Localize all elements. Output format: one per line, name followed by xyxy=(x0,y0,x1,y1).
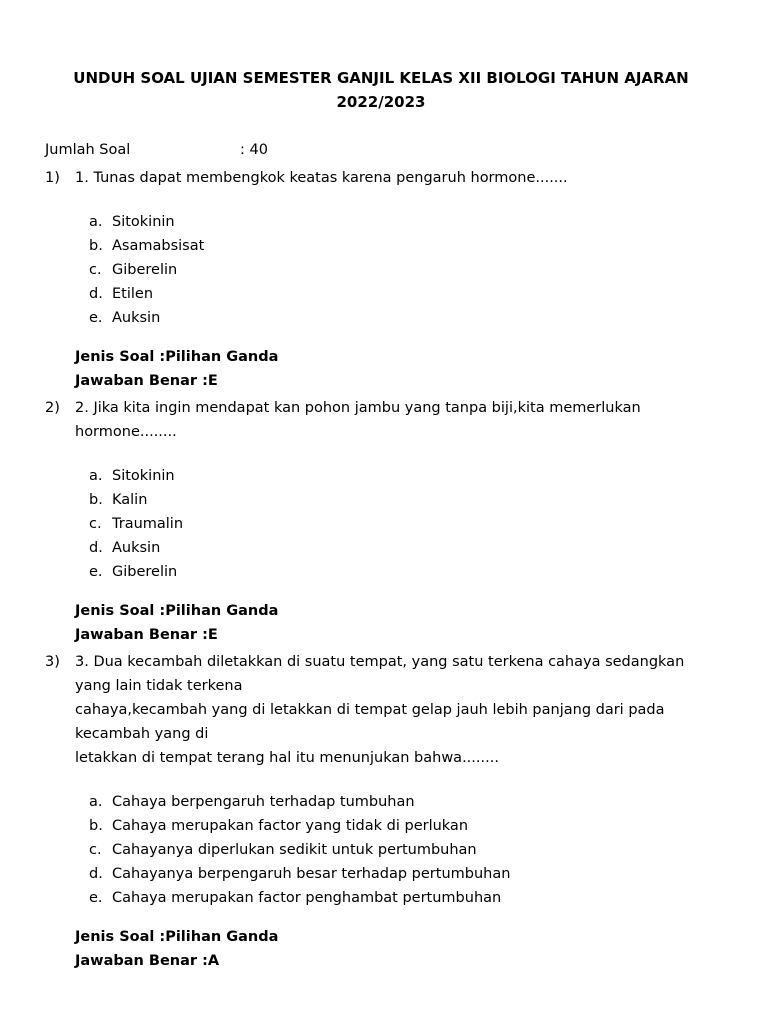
option-a xyxy=(45,464,725,488)
option-text: Cahayanya diperlukan sedikit untuk pertumbuhan xyxy=(112,842,477,858)
question-type: Jenis Soal :Pilihan Ganda xyxy=(75,603,279,619)
option-letter: c. xyxy=(89,842,102,858)
option-text: Giberelin xyxy=(112,564,178,580)
option-letter: e. xyxy=(89,890,103,906)
question-type: Jenis Soal :Pilihan Ganda xyxy=(75,929,279,945)
question-number: 1) xyxy=(45,170,60,186)
option-letter: b. xyxy=(89,238,103,254)
option-text: Sitokinin xyxy=(112,468,175,484)
option-e xyxy=(45,886,725,910)
option-d xyxy=(45,862,725,886)
answer-options xyxy=(45,790,725,910)
question-text-line: 3. Dua kecambah diletakkan di suatu tempat, yang satu terkena cahaya sedangkan xyxy=(75,654,685,670)
correct-answer: Jawaban Benar :A xyxy=(75,953,220,969)
option-a xyxy=(45,790,725,814)
question-text xyxy=(75,396,725,444)
question-text-line: cahaya,kecambah yang di letakkan di tempat gelap jauh lebih panjang dari pada xyxy=(75,702,665,718)
option-letter: e. xyxy=(89,564,103,580)
option-text: Sitokinin xyxy=(112,214,175,230)
option-letter: d. xyxy=(89,866,103,882)
question-text-line: letakkan di tempat terang hal itu menunjukan bahwa........ xyxy=(75,750,499,766)
question-count xyxy=(45,138,268,162)
answer-options xyxy=(45,464,725,584)
question-info xyxy=(75,345,725,393)
option-letter: b. xyxy=(89,492,103,508)
option-e xyxy=(45,560,725,584)
question-text xyxy=(75,650,725,770)
page-title xyxy=(60,66,702,114)
question-text-line: 1. Tunas dapat membengkok keatas karena pengaruh hormone....... xyxy=(75,170,568,186)
question-number: 2) xyxy=(45,400,60,416)
question-number: 3) xyxy=(45,654,60,670)
question-info xyxy=(75,599,725,647)
option-text: Auksin xyxy=(112,540,161,556)
option-b xyxy=(45,814,725,838)
question-type: Jenis Soal :Pilihan Ganda xyxy=(75,349,279,365)
option-letter: a. xyxy=(89,214,103,230)
option-text: Giberelin xyxy=(112,262,178,278)
option-d xyxy=(45,536,725,560)
option-d xyxy=(45,282,725,306)
question-1 xyxy=(45,166,725,393)
option-letter: d. xyxy=(89,286,103,302)
option-letter: c. xyxy=(89,262,102,278)
option-text: Cahayanya berpengaruh besar terhadap pertumbuhan xyxy=(112,866,511,882)
option-a xyxy=(45,210,725,234)
title-line-2: 2022/2023 xyxy=(336,93,426,111)
answer-options xyxy=(45,210,725,330)
option-letter: a. xyxy=(89,468,103,484)
option-text: Cahaya berpengaruh terhadap tumbuhan xyxy=(112,794,415,810)
option-b xyxy=(45,234,725,258)
question-text-line: 2. Jika kita ingin mendapat kan pohon jambu yang tanpa biji,kita memerlukan xyxy=(75,400,641,416)
option-text: Cahaya merupakan factor penghambat pertumbuhan xyxy=(112,890,502,906)
option-text: Kalin xyxy=(112,492,148,508)
option-c xyxy=(45,512,725,536)
question-count-label: Jumlah Soal xyxy=(45,142,131,158)
title-line-1: UNDUH SOAL UJIAN SEMESTER GANJIL KELAS XII BIOLOGI TAHUN AJARAN xyxy=(73,69,689,87)
option-letter: a. xyxy=(89,794,103,810)
option-text: Cahaya merupakan factor yang tidak di perlukan xyxy=(112,818,469,834)
option-letter: d. xyxy=(89,540,103,556)
option-text: Traumalin xyxy=(112,516,184,532)
question-text-line: hormone........ xyxy=(75,424,177,440)
option-letter: b. xyxy=(89,818,103,834)
question-3 xyxy=(45,650,725,973)
question-2 xyxy=(45,396,725,647)
correct-answer: Jawaban Benar :E xyxy=(75,627,218,643)
option-b xyxy=(45,488,725,512)
question-count-value: : 40 xyxy=(240,142,268,158)
question-text-line: kecambah yang di xyxy=(75,726,209,742)
question-text xyxy=(75,166,725,190)
question-text-line: yang lain tidak terkena xyxy=(75,678,243,694)
option-text: Etilen xyxy=(112,286,154,302)
option-c xyxy=(45,258,725,282)
question-info xyxy=(75,925,725,973)
option-c xyxy=(45,838,725,862)
option-e xyxy=(45,306,725,330)
option-letter: e. xyxy=(89,310,103,326)
option-text: Auksin xyxy=(112,310,161,326)
correct-answer: Jawaban Benar :E xyxy=(75,373,218,389)
option-text: Asamabsisat xyxy=(112,238,205,254)
option-letter: c. xyxy=(89,516,102,532)
